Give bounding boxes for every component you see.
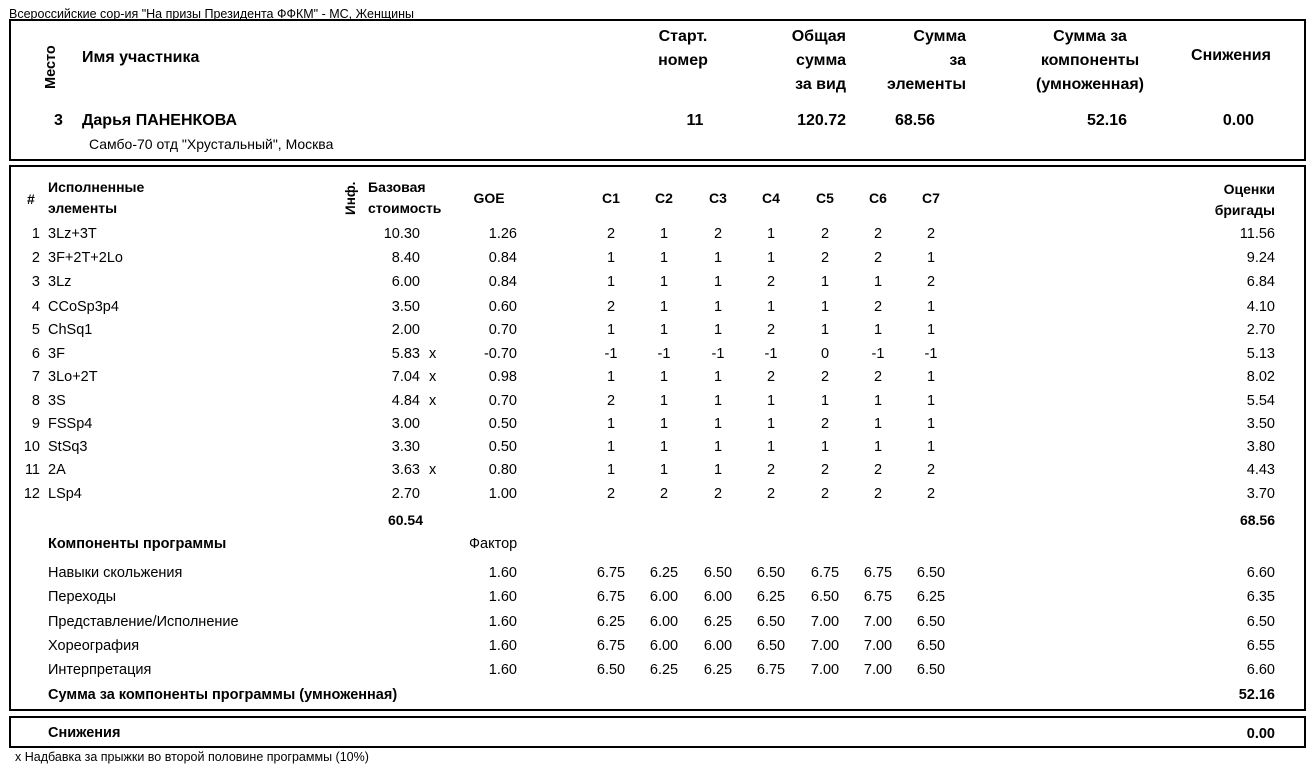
judge-score: -1	[764, 346, 778, 362]
element-goe: 0.98	[488, 369, 517, 385]
num-header: #	[27, 191, 35, 207]
element-num: 8	[31, 393, 40, 409]
judge-score: 6.25	[756, 589, 786, 605]
judge-score: 2	[873, 250, 883, 266]
element-score: 6.84	[1246, 274, 1275, 290]
judge-score: 1	[659, 226, 669, 242]
judge-score: 6.50	[916, 638, 946, 654]
element-score: 4.43	[1246, 462, 1275, 478]
judge-score: 6.00	[649, 614, 679, 630]
judge-header: С5	[816, 190, 834, 206]
component-name: Интерпретация	[48, 662, 152, 678]
judge-score: 1	[659, 299, 669, 315]
element-score: 4.10	[1246, 299, 1275, 315]
component-score: 6.55	[1246, 638, 1275, 654]
component-row	[0, 662, 1312, 684]
judge-score: 1	[713, 322, 723, 338]
element-base: 8.40	[391, 250, 420, 266]
judge-score: 6.00	[649, 638, 679, 654]
components-total-value: 52.16	[1238, 687, 1275, 703]
element-base: 3.63	[391, 462, 420, 478]
component-factor: 1.60	[488, 662, 517, 678]
judge-score: 6.50	[756, 638, 786, 654]
judge-score: 2	[873, 486, 883, 502]
element-goe: 0.70	[488, 393, 517, 409]
judge-score: 7.00	[810, 662, 840, 678]
element-num: 12	[23, 486, 40, 502]
element-base: 6.00	[391, 274, 420, 290]
judge-score: 1	[926, 369, 936, 385]
judge-score: 6.25	[649, 662, 679, 678]
judge-score: 1	[659, 439, 669, 455]
judge-score: 1	[926, 393, 936, 409]
element-num: 9	[31, 416, 40, 432]
judge-score: 2	[766, 462, 776, 478]
element-score: 5.13	[1246, 346, 1275, 362]
judge-score: 1	[606, 416, 616, 432]
factor-header: Фактор	[469, 536, 518, 552]
place-value: 3	[54, 112, 63, 129]
element-name: 3Lz+3T	[48, 226, 97, 242]
judge-score: 6.50	[916, 565, 946, 581]
table-row	[0, 439, 1312, 461]
goe-header: GOE	[473, 190, 505, 206]
judge-score: 6.25	[703, 662, 733, 678]
judge-score: 2	[606, 393, 616, 409]
judge-score: 1	[659, 462, 669, 478]
judge-score: 1	[713, 250, 723, 266]
page-title: Всероссийские сор-ия "На призы Президента ФФКМ" - МС, Женщины	[9, 7, 415, 21]
judge-score: 6.75	[863, 589, 893, 605]
element-score: 9.24	[1246, 250, 1275, 266]
judge-score: 2	[873, 462, 883, 478]
element-base: 7.04	[391, 369, 420, 385]
element-goe: 1.00	[488, 486, 517, 502]
judge-header: С1	[602, 190, 620, 206]
judge-score: 6.00	[703, 589, 733, 605]
deductions-box	[9, 716, 1306, 748]
judge-score: 6.00	[703, 638, 733, 654]
judge-score: 1	[659, 322, 669, 338]
judge-score: 1	[766, 299, 776, 315]
judge-score: 2	[766, 486, 776, 502]
element-goe: 0.50	[488, 439, 517, 455]
judge-score: 6.25	[596, 614, 626, 630]
judge-score: 2	[766, 322, 776, 338]
judge-score: 2	[606, 226, 616, 242]
component-row	[0, 614, 1312, 636]
element-name: LSp4	[48, 486, 82, 502]
deductions-value: 0.00	[1222, 112, 1254, 129]
element-name: CCoSp3p4	[48, 299, 119, 315]
judge-header: С3	[709, 190, 727, 206]
judge-score: 1	[926, 299, 936, 315]
element-name: StSq3	[48, 439, 88, 455]
element-base: 2.00	[391, 322, 420, 338]
judge-score: 1	[659, 250, 669, 266]
start-header: Старт. номер	[658, 28, 708, 69]
component-row	[0, 589, 1312, 611]
base-header: Базовая стоимость	[368, 179, 442, 216]
judge-score: 6.25	[703, 614, 733, 630]
judge-score: 1	[820, 322, 830, 338]
element-name: 3S	[48, 393, 66, 409]
deductions-label: Снижения	[48, 725, 121, 741]
judge-score: 2	[820, 250, 830, 266]
judge-score: 1	[820, 274, 830, 290]
judge-header: С7	[922, 190, 940, 206]
judge-score: 2	[820, 486, 830, 502]
judge-score: -1	[657, 346, 671, 362]
element-score: 2.70	[1246, 322, 1275, 338]
judge-score: 2	[820, 462, 830, 478]
judge-score: 1	[926, 416, 936, 432]
footnote: x Надбавка за прыжки во второй половине программы (10%)	[15, 750, 369, 764]
table-row	[0, 416, 1312, 438]
judge-score: 6.50	[756, 565, 786, 581]
component-factor: 1.60	[488, 589, 517, 605]
component-row	[0, 565, 1312, 587]
judge-score: 2	[713, 226, 723, 242]
judge-score: 1	[766, 393, 776, 409]
judge-score: 2	[820, 226, 830, 242]
element-score: 11.56	[1239, 226, 1275, 242]
element-base: 2.70	[391, 486, 420, 502]
judge-score: 6.75	[596, 589, 626, 605]
judge-score: 2	[926, 462, 936, 478]
judge-score: 1	[713, 439, 723, 455]
table-row	[0, 322, 1312, 344]
element-num: 3	[31, 274, 40, 290]
component-name: Представление/Исполнение	[48, 614, 239, 630]
judge-header: С4	[762, 190, 780, 206]
table-row	[0, 486, 1312, 508]
name-header: Имя участника	[82, 49, 200, 66]
judge-score: 2	[713, 486, 723, 502]
element-name: 2A	[48, 462, 66, 478]
judge-score: 6.75	[863, 565, 893, 581]
judge-score: 2	[873, 226, 883, 242]
component-score: 6.50	[1246, 614, 1275, 630]
panel-header: Оценки бригады	[1214, 181, 1275, 218]
element-num: 5	[31, 322, 40, 338]
judge-score: 6.75	[810, 565, 840, 581]
component-row	[0, 638, 1312, 660]
element-base: 3.30	[391, 439, 420, 455]
components-header: Сумма за компоненты (умноженная)	[1036, 28, 1144, 93]
judge-score: -1	[871, 346, 885, 362]
judge-score: 2	[606, 486, 616, 502]
judge-score: 6.00	[649, 589, 679, 605]
judge-score: 1	[659, 274, 669, 290]
judge-score: 2	[820, 416, 830, 432]
component-score: 6.60	[1246, 565, 1275, 581]
judge-score: 6.50	[916, 614, 946, 630]
element-name: 3F+2T+2Lo	[48, 250, 123, 266]
element-goe: 1.26	[488, 226, 517, 242]
start-number-value: 11	[686, 112, 704, 129]
table-row	[0, 226, 1312, 248]
element-score: 3.50	[1246, 416, 1275, 432]
judge-score: 1	[873, 416, 883, 432]
components-total-label: Сумма за компоненты программы (умноженная)	[48, 687, 398, 703]
element-info: x	[429, 369, 437, 385]
judge-score: 1	[713, 393, 723, 409]
judge-score: 6.75	[756, 662, 786, 678]
components-score-value: 52.16	[1086, 112, 1127, 129]
judge-score: 2	[926, 226, 936, 242]
judge-score: 1	[659, 369, 669, 385]
table-row	[0, 462, 1312, 484]
component-name: Переходы	[48, 589, 117, 605]
element-base: 4.84	[391, 393, 420, 409]
element-score: 5.54	[1246, 393, 1275, 409]
judge-score: 6.25	[649, 565, 679, 581]
judge-score: 1	[873, 393, 883, 409]
judge-score: 0	[820, 346, 830, 362]
element-base: 3.50	[391, 299, 420, 315]
judge-score: 1	[713, 416, 723, 432]
components-title: Компоненты программы	[48, 536, 227, 552]
table-row	[0, 369, 1312, 391]
element-num: 7	[31, 369, 40, 385]
total-header: Общая сумма за вид	[791, 28, 846, 93]
judge-score: 1	[659, 416, 669, 432]
component-name: Хореография	[48, 638, 140, 654]
element-name: FSSp4	[48, 416, 93, 432]
judge-score: 1	[713, 369, 723, 385]
judge-score: 1	[606, 322, 616, 338]
judge-score: 1	[820, 393, 830, 409]
judge-score: 2	[873, 299, 883, 315]
judge-score: -1	[924, 346, 938, 362]
deductions-header: Снижения	[1191, 47, 1271, 64]
judge-score: 6.50	[596, 662, 626, 678]
judge-score: 7.00	[863, 614, 893, 630]
executed-header: Исполненные элементы	[48, 179, 145, 216]
element-score: 3.80	[1246, 439, 1275, 455]
judge-score: 1	[926, 250, 936, 266]
judge-score: 6.25	[916, 589, 946, 605]
judge-score: 2	[659, 486, 669, 502]
judge-score: 7.00	[863, 662, 893, 678]
element-base: 3.00	[391, 416, 420, 432]
element-goe: 0.50	[488, 416, 517, 432]
judge-score: 6.75	[596, 638, 626, 654]
skater-club: Самбо-70 отд "Хрустальный", Москва	[89, 136, 334, 152]
element-score: 8.02	[1246, 369, 1275, 385]
judge-score: 1	[659, 393, 669, 409]
element-name: 3Lo+2T	[48, 369, 98, 385]
element-num: 6	[31, 346, 40, 362]
judge-score: 1	[873, 439, 883, 455]
element-goe: 0.70	[488, 322, 517, 338]
base-total: 60.54	[387, 512, 423, 528]
judge-score: 1	[713, 299, 723, 315]
judge-score: 6.75	[596, 565, 626, 581]
judge-score: 7.00	[810, 614, 840, 630]
judge-score: 1	[820, 299, 830, 315]
deductions-total: 0.00	[1246, 726, 1275, 742]
judge-score: 1	[606, 439, 616, 455]
element-info: x	[429, 393, 437, 409]
table-row	[0, 346, 1312, 368]
element-goe: 0.84	[488, 274, 517, 290]
element-num: 1	[31, 226, 40, 242]
judge-score: 1	[926, 322, 936, 338]
info-header: Инф.	[343, 181, 358, 215]
element-goe: -0.70	[483, 346, 517, 362]
skater-name: Дарья ПАНЕНКОВА	[82, 112, 238, 129]
component-factor: 1.60	[488, 638, 517, 654]
component-score: 6.35	[1246, 589, 1275, 605]
element-num: 2	[31, 250, 40, 266]
component-factor: 1.60	[488, 614, 517, 630]
element-goe: 0.84	[488, 250, 517, 266]
component-score: 6.60	[1246, 662, 1275, 678]
total-value: 120.72	[797, 112, 846, 129]
judge-score: 2	[820, 369, 830, 385]
judge-score: 2	[766, 274, 776, 290]
elements-header: Сумма за элементы	[887, 28, 966, 93]
element-num: 4	[31, 299, 40, 315]
table-row	[0, 274, 1312, 296]
judge-score: 1	[766, 226, 776, 242]
elements-score-value: 68.56	[894, 112, 935, 129]
judge-score: 6.50	[810, 589, 840, 605]
judge-score: 1	[713, 274, 723, 290]
judge-score: -1	[604, 346, 618, 362]
element-name: ChSq1	[48, 322, 93, 338]
table-row	[0, 393, 1312, 415]
judge-score: 6.50	[703, 565, 733, 581]
judge-score: 1	[606, 250, 616, 266]
judge-score: 2	[926, 486, 936, 502]
judge-score: 1	[606, 462, 616, 478]
element-info: x	[429, 346, 437, 362]
element-goe: 0.80	[488, 462, 517, 478]
table-row	[0, 299, 1312, 321]
judge-score: 2	[926, 274, 936, 290]
judge-score: 2	[873, 369, 883, 385]
judge-score: 7.00	[810, 638, 840, 654]
element-num: 11	[24, 462, 40, 478]
judge-score: 6.50	[916, 662, 946, 678]
judge-score: 1	[606, 369, 616, 385]
component-name: Навыки скольжения	[48, 565, 183, 581]
element-name: 3Lz	[48, 274, 72, 290]
element-num: 10	[23, 439, 40, 455]
table-row	[0, 250, 1312, 272]
judge-score: 6.50	[756, 614, 786, 630]
element-score: 3.70	[1246, 486, 1275, 502]
judge-score: 2	[606, 299, 616, 315]
element-info: x	[429, 462, 437, 478]
judge-score: 1	[766, 416, 776, 432]
place-header: Место	[43, 45, 59, 89]
judge-score: 1	[766, 250, 776, 266]
judge-score: 1	[820, 439, 830, 455]
element-goe: 0.60	[488, 299, 517, 315]
component-factor: 1.60	[488, 565, 517, 581]
element-base: 5.83	[391, 346, 420, 362]
judge-score: 7.00	[863, 638, 893, 654]
element-name: 3F	[48, 346, 65, 362]
judge-score: 1	[766, 439, 776, 455]
judge-score: 1	[713, 462, 723, 478]
judge-score: 1	[873, 322, 883, 338]
judge-header: С2	[655, 190, 673, 206]
elements-total: 68.56	[1239, 512, 1275, 528]
judge-header: С6	[869, 190, 887, 206]
element-base: 10.30	[383, 226, 420, 242]
judge-score: 1	[926, 439, 936, 455]
judge-score: 2	[766, 369, 776, 385]
judge-score: 1	[873, 274, 883, 290]
judge-score: 1	[606, 274, 616, 290]
judge-score: -1	[711, 346, 725, 362]
